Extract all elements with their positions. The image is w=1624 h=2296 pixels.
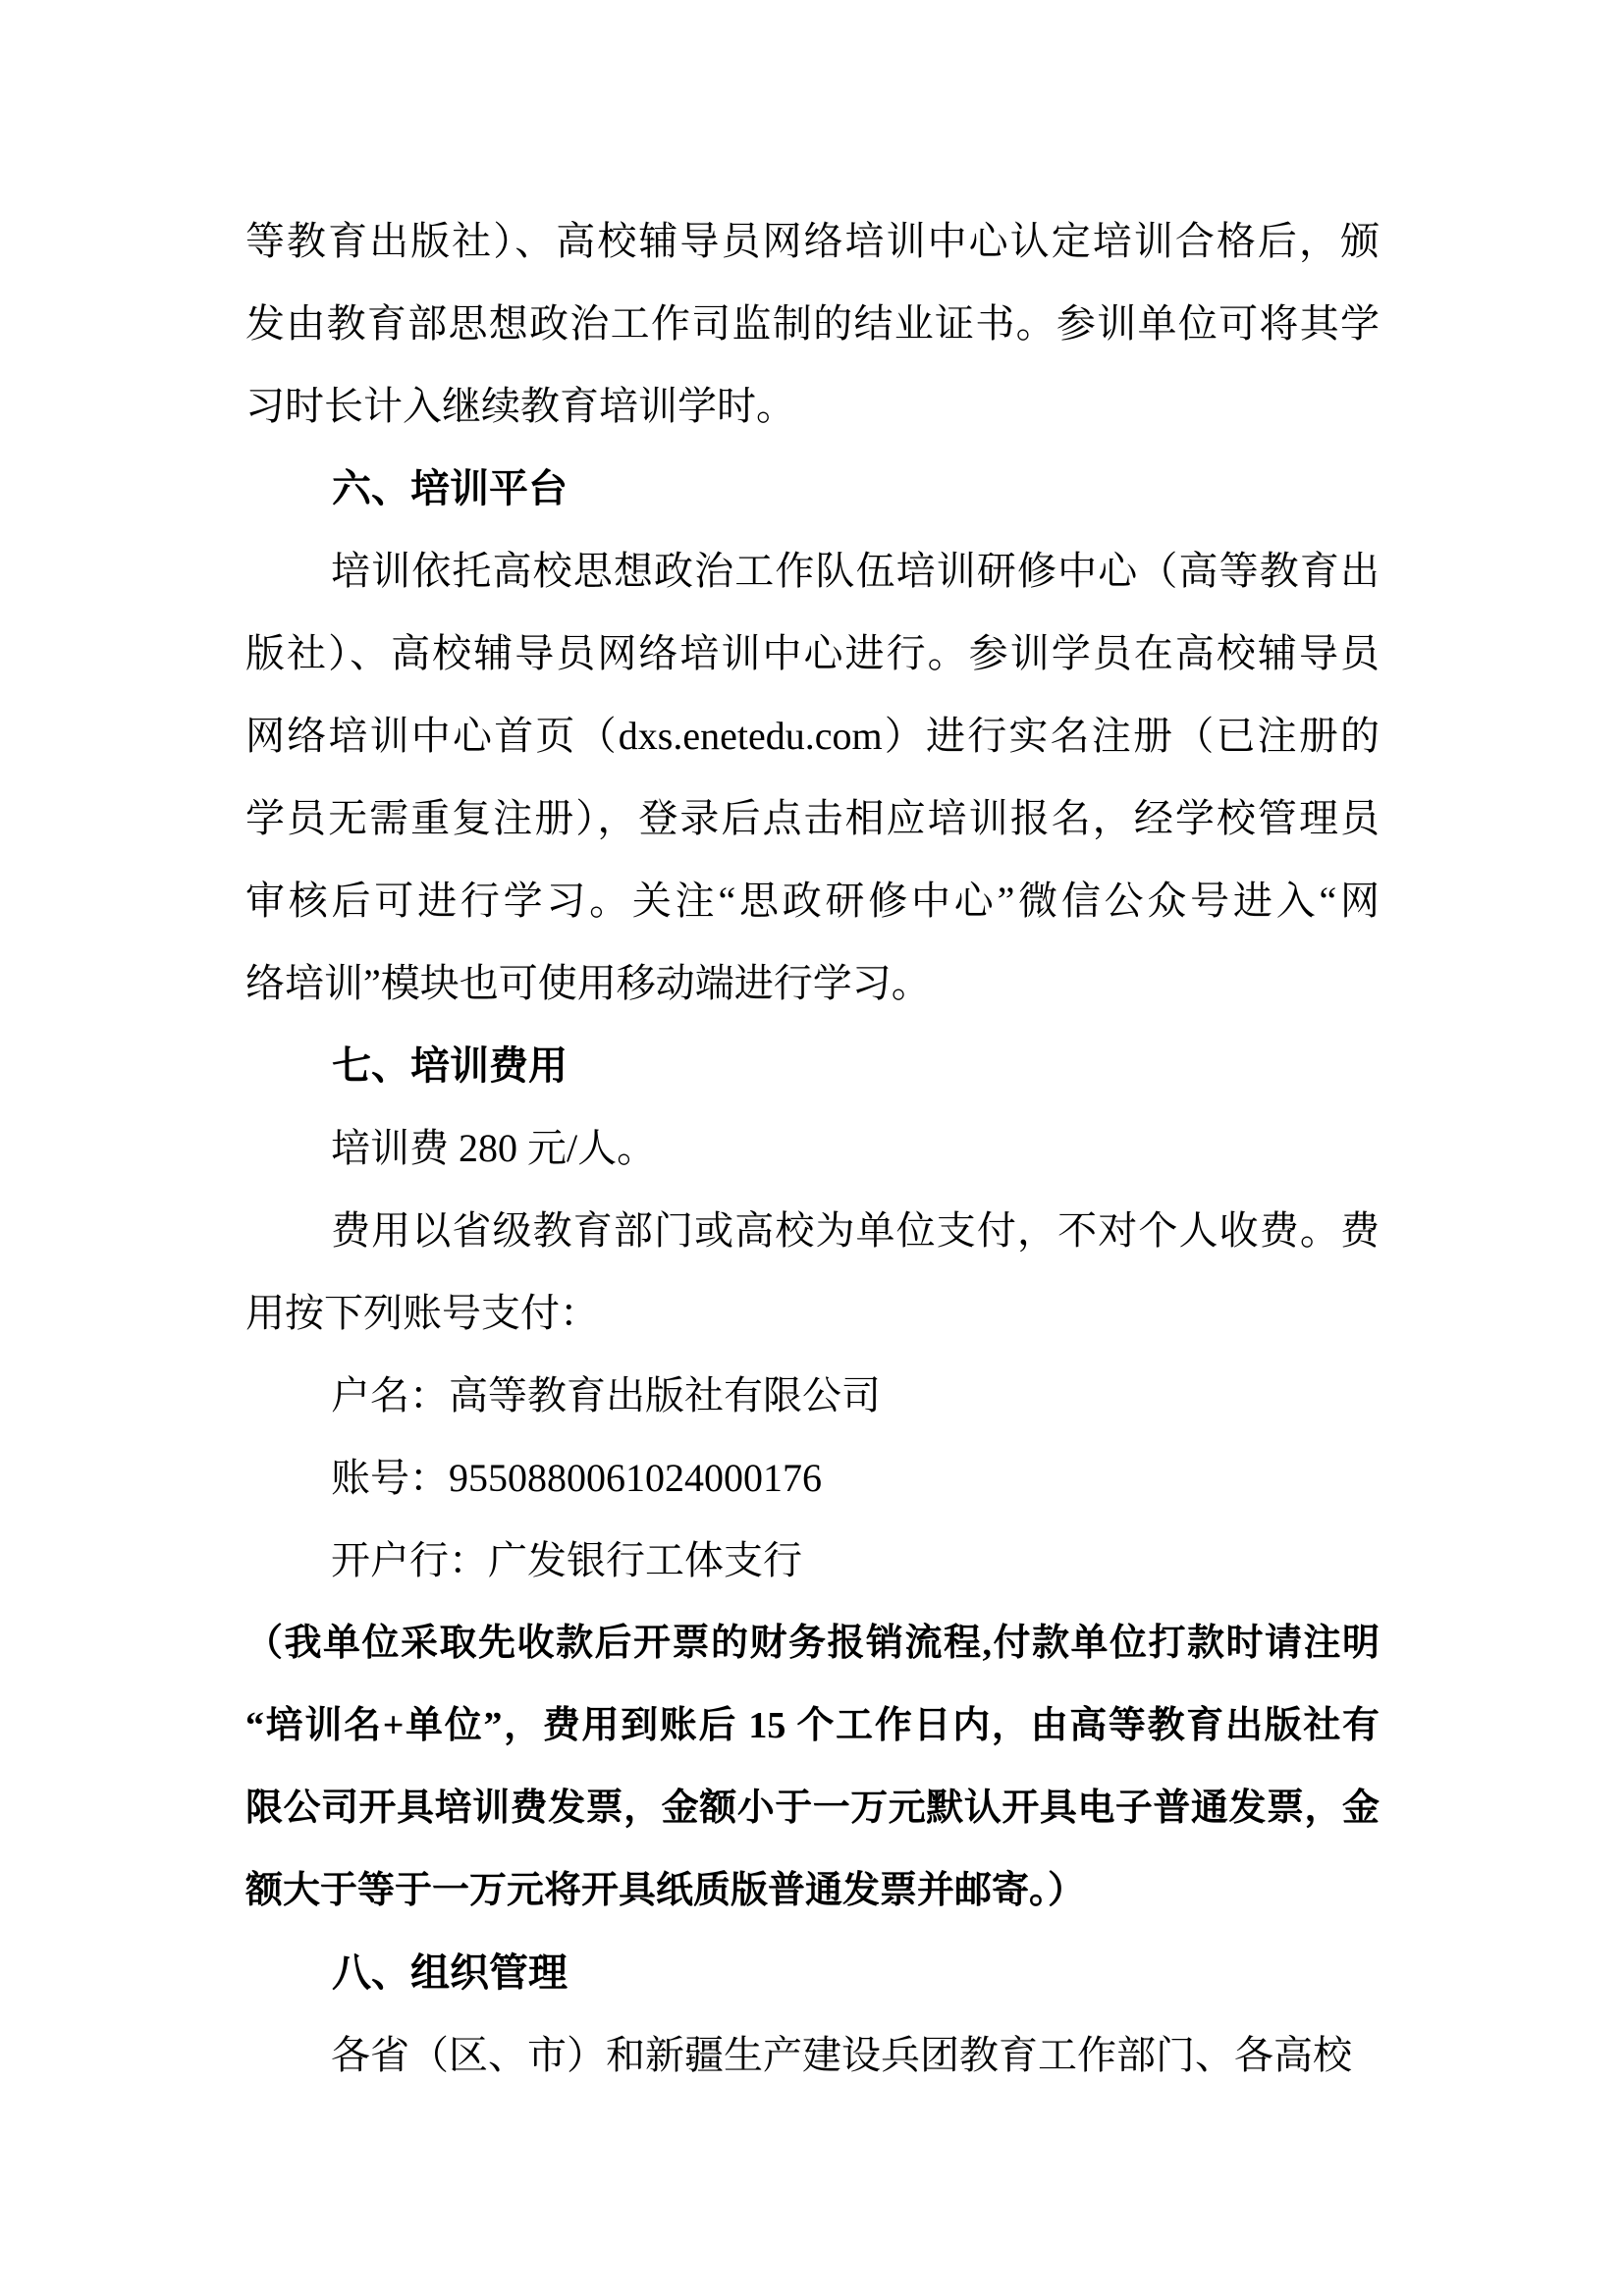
continuation-line-3: 习时长计入继续教育培训学时。 xyxy=(245,384,795,428)
platform-line-2: 版社）、高校辅导员网络培训中心进行。参训学员在高校辅导员 xyxy=(245,631,1380,675)
invoice-note-line-3: 限公司开具培训费发票，金额小于一万元默认开具电子普通发票，金 xyxy=(245,1788,1380,1829)
continuation-line-1: 等教育出版社）、高校辅导员网络培训中心认定培训合格后，颁 xyxy=(245,219,1380,263)
section-8-heading: 八、组织管理 xyxy=(332,1951,568,1995)
org-line-1: 各省（区、市）和新疆生产建设兵团教育工作部门、各高校 xyxy=(331,2033,1352,2077)
bank-branch-line: 开户行：广发银行工体支行 xyxy=(331,1538,802,1582)
section-7-heading: 七、培训费用 xyxy=(332,1044,568,1088)
fee-line: 培训费 280 元/人。 xyxy=(331,1126,657,1170)
invoice-note-line-4: 额大于等于一万元将开具纸质版普通发票并邮寄。） xyxy=(245,1870,1086,1911)
platform-line-5: 审核后可进行学习。关注“思政研修中心”微信公众号进入“网 xyxy=(245,879,1380,923)
text-column xyxy=(245,200,1380,2097)
invoice-note-line-1: （我单位采取先收款后开票的财务报销流程,付款单位打款时请注明 xyxy=(245,1623,1380,1664)
platform-line-3: 网络培训中心首页（dxs.enetedu.com）进行实名注册（已注册的 xyxy=(245,714,1380,758)
payment-line-2: 用按下列账号支付： xyxy=(245,1291,599,1335)
platform-line-1: 培训依托高校思想政治工作队伍培训研修中心（高等教育出 xyxy=(331,549,1380,593)
platform-line-6: 络培训”模块也可使用移动端进行学习。 xyxy=(245,961,931,1005)
payment-line-1: 费用以省级教育部门或高校为单位支付，不对个人收费。费 xyxy=(331,1208,1380,1253)
invoice-note-line-2: “培训名+单位”，费用到账后 15 个工作日内，由高等教育出版社有 xyxy=(245,1705,1380,1746)
continuation-line-2: 发由教育部思想政治工作司监制的结业证书。参训单位可将其学 xyxy=(245,301,1380,346)
platform-line-4: 学员无需重复注册），登录后点击相应培训报名，经学校管理员 xyxy=(245,796,1380,840)
section-6-heading: 六、培训平台 xyxy=(332,467,568,510)
account-number-line: 账号：9550880061024000176 xyxy=(331,1456,822,1500)
account-name-line: 户名：高等教育出版社有限公司 xyxy=(331,1373,881,1417)
